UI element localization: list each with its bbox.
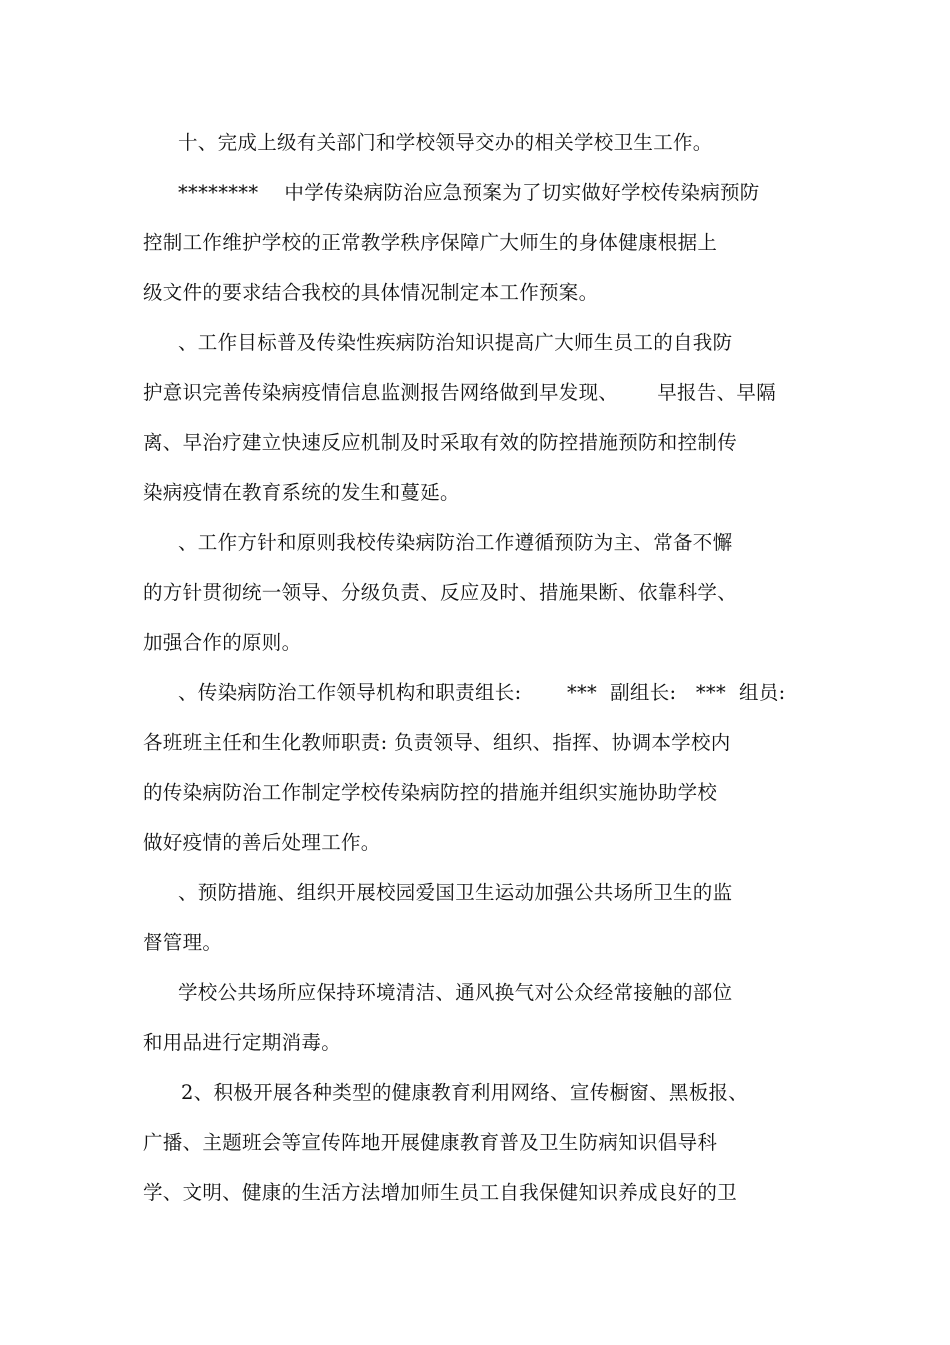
text-line: 离、早治疗建立快速反应机制及时采取有效的防控措施预防和控制传 (143, 431, 738, 454)
text-line: 学、文明、健康的生活方法增加师生员工自我保健知识养成良好的卫 (143, 1181, 738, 1204)
text-line: 、工作方针和原则我校传染病防治工作遵循预防为主、常备不懈 (178, 531, 733, 554)
text-line: 的传染病防治工作制定学校传染病防控的措施并组织实施协助学校 (143, 781, 718, 804)
text-line: 、工作目标普及传染性疾病防治知识提高广大师生员工的自我防 (178, 331, 733, 354)
text-line: 级文件的要求结合我校的具体情况制定本工作预案。 (143, 281, 599, 304)
text-line: 和用品进行定期消毒。 (143, 1031, 342, 1054)
text-line: 护意识完善传染病疫情信息监测报告网络做到早发现、 早报告、早隔 (143, 381, 776, 404)
text-line: 、预防措施、组织开展校园爱国卫生运动加强公共场所卫生的监 (178, 881, 733, 904)
text-line: 广播、主题班会等宣传阵地开展健康教育普及卫生防病知识倡导科 (143, 1131, 718, 1154)
text-line: 加强合作的原则。 (143, 631, 302, 654)
text-line: 、传染病防治工作领导机构和职责组长: *** 副组长: *** 组员: (178, 681, 786, 704)
text-line: 2、积极开展各种类型的健康教育利用网络、宣传橱窗、黑板报、 (181, 1081, 749, 1104)
text-line: 的方针贯彻统一领导、分级负责、反应及时、措施果断、依靠科学、 (143, 581, 738, 604)
text-line: 学校公共场所应保持环境清洁、通风换气对公众经常接触的部位 (178, 981, 733, 1004)
text-line: 染病疫情在教育系统的发生和蔓延。 (143, 481, 460, 504)
text-line: 做好疫情的善后处理工作。 (143, 831, 381, 854)
text-line: 各班班主任和生化教师职责: 负责领导、组织、指挥、协调本学校内 (143, 731, 731, 754)
text-line: ******** 中学传染病防治应急预案为了切实做好学校传染病预防 (178, 181, 760, 204)
text-line: 督管理。 (143, 931, 223, 954)
text-line: 十、完成上级有关部门和学校领导交办的相关学校卫生工作。 (178, 131, 713, 154)
text-line: 控制工作维护学校的正常教学秩序保障广大师生的身体健康根据上 (143, 231, 718, 254)
